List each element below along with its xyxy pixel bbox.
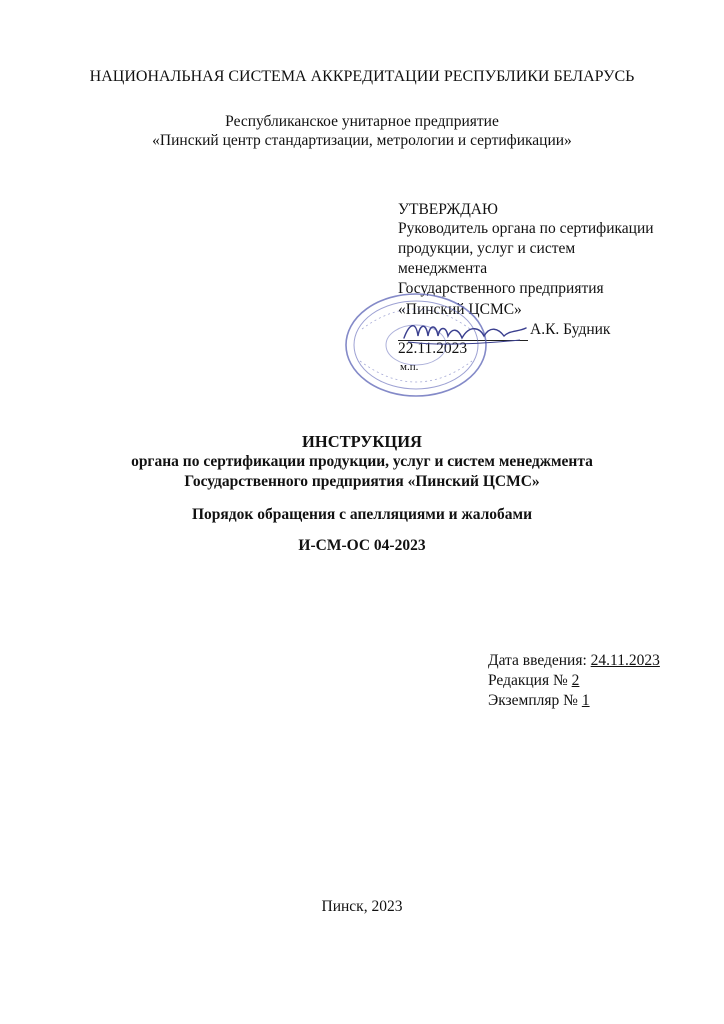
seal-place-label: м.п. — [400, 361, 419, 373]
approval-line: Руководитель органа по сертификации — [398, 220, 654, 237]
approve-word: УТВЕРЖДАЮ — [398, 201, 498, 218]
instruction-topic: Порядок обращения с апелляциями и жалобами — [191, 506, 533, 523]
copy-row — [488, 692, 590, 710]
instruction-title: ИНСТРУКЦИЯ — [302, 432, 422, 451]
instruction-subtitle-1: органа по сертификации продукции, услуг и систем менеджмента — [131, 453, 593, 470]
approval-date: 22.11.2023 — [398, 340, 468, 357]
signatory-name: А.К. Будник — [530, 321, 611, 338]
intro-date-value: 24.11.2023 — [590, 652, 660, 669]
system-title: НАЦИОНАЛЬНАЯ СИСТЕМА АККРЕДИТАЦИИ РЕСПУБЛИКИ БЕЛАРУСЬ — [89, 68, 635, 85]
intro-date-label: Дата введения: — [488, 652, 591, 669]
copy-value: 1 — [581, 692, 590, 709]
place-year: Пинск, 2023 — [321, 898, 403, 915]
instruction-subtitle-2: Государственного предприятия «Пинский ЦСМС» — [184, 473, 540, 490]
intro-date-row — [488, 652, 660, 670]
org-line-2: «Пинский центр стандартизации, метрологии и сертификации» — [152, 132, 572, 149]
approval-line: менеджмента — [398, 260, 488, 277]
approval-line: Государственного предприятия — [398, 280, 604, 297]
instruction-code: И-СМ-ОС 04-2023 — [298, 537, 426, 554]
edition-value: 2 — [571, 672, 580, 689]
approval-line: продукции, услуг и систем — [398, 240, 576, 257]
edition-row — [488, 672, 579, 690]
approval-line: «Пинский ЦСМС» — [398, 301, 522, 318]
edition-label: Редакция № — [488, 672, 572, 689]
copy-label: Экземпляр № — [488, 692, 582, 709]
org-line-1: Республиканское унитарное предприятие — [225, 113, 499, 130]
handwritten-signature-icon — [400, 316, 530, 348]
